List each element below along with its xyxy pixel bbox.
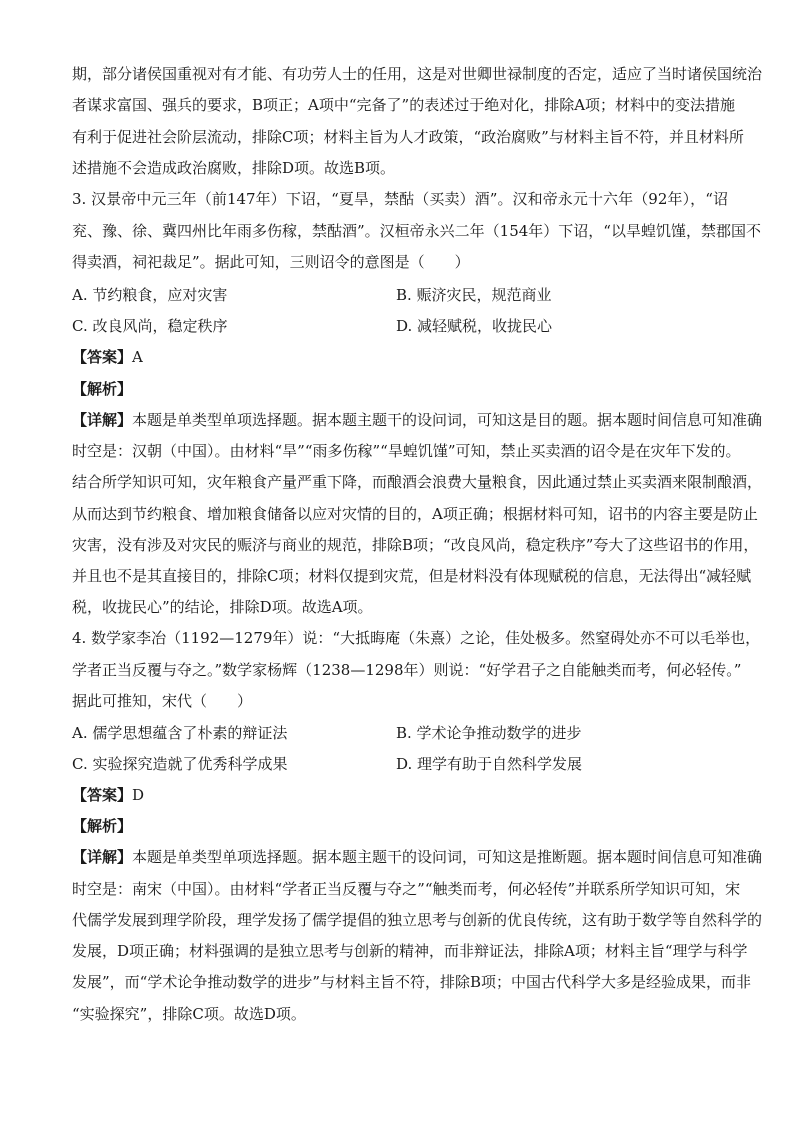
q4-stem-line-1: 4. 数学家李冶（1192—1279年）说：“大抵晦庵（朱熹）之论，佳处极多。然窒碍处亦不可以毛举也， [72,629,761,647]
prev-explanation-line-4: 述措施不会造成政治腐败，排除D项。故选B项。 [72,159,396,177]
q4-detail-label: 【详解】 [72,848,133,866]
q3-detail-line-7: 税，收拢民心”的结论，排除D项。故选A项。 [72,598,373,616]
prev-explanation-line-3: 有利于促进社会阶层流动，排除C项；材料主旨为人才政策，“政治腐败”与材料主旨不符，并且材料所 [72,128,744,146]
q3-detail-line-4: 从而达到节约粮食、增加粮食储备以应对灾情的目的，A项正确；根据材料可知，诏书的内容主要是防止 [72,505,758,523]
q4-answer-value: D [132,786,145,804]
q4-detail-line-6: “实验探究”，排除C项。故选D项。 [72,1005,306,1023]
q4-option-a: A. 儒学思想蕴含了朴素的辩证法 [72,724,288,742]
q4-stem-line-2: 学者正当反覆与夺之。”数学家杨辉（1238—1298年）则说：“好学君子之自能触类而考，何必轻传。” [72,661,742,679]
q4-detail-line-4: 发展，D项正确；材料强调的是独立思考与创新的精神，而非辩证法，排除A项；材料主旨“理学与科学 [72,942,748,960]
q3-stem-line-1: 3. 汉景帝中元三年（前147年）下诏，“夏旱，禁酤（买卖）酒”。汉和帝永元十六年（92年），“诏 [72,190,728,208]
q3-detail-line-5: 灾害，没有涉及对灾民的赈济与商业的规范，排除B项；“改良风尚，稳定秩序”夸大了这些诏书的作用， [72,536,759,554]
q3-analysis-label: 【解析】 [72,380,133,398]
q4-stem-line-3: 据此可推知，宋代（ ） [72,692,253,710]
q4-analysis-label: 【解析】 [72,817,133,835]
q4-option-d: D. 理学有助于自然科学发展 [396,755,583,773]
q4-detail-line-3: 代儒学发展到理学阶段，理学发扬了儒学提倡的独立思考与创新的优良传统，这有助于数学等自然科学的 [72,911,763,929]
q3-option-c: C. 改良风尚，稳定秩序 [72,317,228,335]
q3-detail-line-2: 时空是：汉朝（中国）。由材料“旱”“雨多伤稼”“旱蝗饥馑”可知，禁止买卖酒的诏令是在灾年下发的。 [72,442,741,460]
q3-stem-line-2: 兖、豫、徐、冀四州比年雨多伤稼，禁酤酒”。汉桓帝永兴二年（154年）下诏，“以旱蝗饥馑，禁郡国不 [72,222,761,240]
q4-option-b: B. 学术论争推动数学的进步 [396,724,582,742]
q3-detail-line-1 [72,410,763,430]
q4-detail-line-5: 发展”，而“学术论争推动数学的进步”与材料主旨不符，排除B项；中国古代科学大多是经验成果，而非 [72,973,752,991]
q3-stem-line-3: 得卖酒，祠祀裁足”。据此可知，三则诏令的意图是（ ） [72,253,470,271]
q3-answer-label: 【答案】 [72,348,133,366]
q4-answer [72,785,144,805]
q3-detail-label: 【详解】 [72,411,133,429]
q4-option-c: C. 实验探究造就了优秀科学成果 [72,755,288,773]
q3-detail-text-1: 本题是单类型单项选择题。据本题主题干的设问词，可知这是目的题。据本题时间信息可知准确 [132,411,763,429]
q4-detail-line-2: 时空是：南宋（中国）。由材料“学者正当反覆与夺之”“触类而考，何必轻传”并联系所学知识可知，宋 [72,880,741,898]
q3-option-b: B. 赈济灾民，规范商业 [396,286,552,304]
q4-detail-text-1: 本题是单类型单项选择题。据本题主题干的设问词，可知这是推断题。据本题时间信息可知准确 [132,848,763,866]
q3-detail-line-3: 结合所学知识可知，灾年粮食产量严重下降，而酿酒会浪费大量粮食，因此通过禁止买卖酒来限制酿酒， [72,473,763,491]
q4-answer-label: 【答案】 [72,786,133,804]
q3-answer [72,347,143,367]
prev-explanation-line-2: 者谋求富国、强兵的要求，B项正；A项中“完备了”的表述过于绝对化，排除A项；材料中的变法措施 [72,96,736,114]
q3-detail-line-6: 并且也不是其直接目的，排除C项；材料仅提到灾荒，但是材料没有体现赋税的信息，无法得出“减轻赋 [72,567,752,585]
q4-detail-line-1 [72,847,763,867]
prev-explanation-line-1: 期，部分诸侯国重视对有才能、有功劳人士的任用，这是对世卿世禄制度的否定，适应了当时诸侯国统治 [72,65,763,83]
q3-option-a: A. 节约粮食，应对灾害 [72,286,228,304]
q3-option-d: D. 减轻赋税，收拢民心 [396,317,553,335]
q3-answer-value: A [132,348,143,366]
